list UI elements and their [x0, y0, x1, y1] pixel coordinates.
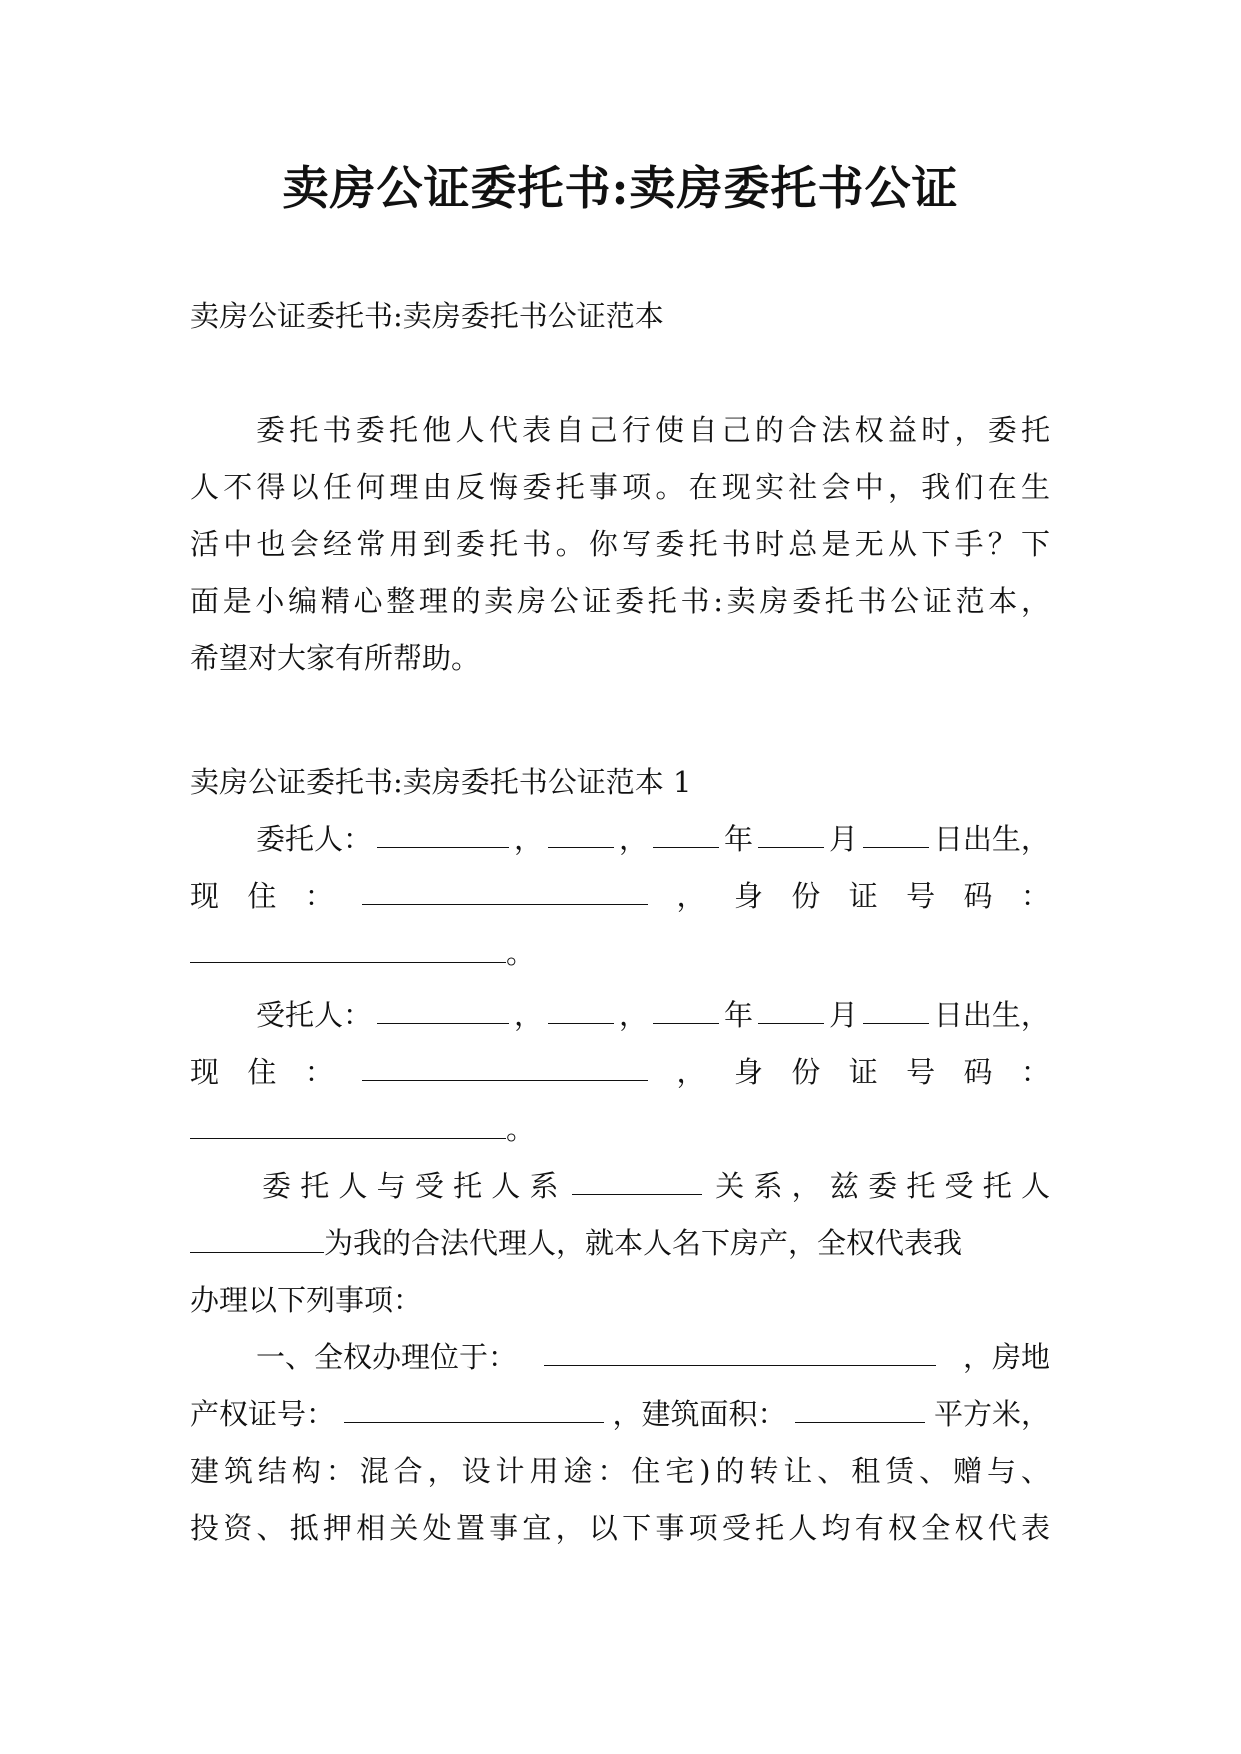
agent-year-blank — [653, 995, 719, 1024]
principal-address-blank — [362, 876, 648, 905]
principal-name-blank — [377, 819, 509, 848]
address-char: 住 — [247, 1055, 277, 1089]
id-char: 码 — [963, 879, 993, 913]
certificate-number-blank — [344, 1394, 604, 1423]
comma: ， — [513, 998, 543, 1032]
principal-line-2 — [190, 876, 1050, 916]
principal-gender-blank — [548, 819, 614, 848]
year-label: 年 — [723, 822, 753, 856]
id-char: 号 — [906, 1055, 936, 1089]
relation-line-3: 办理以下列事项： — [190, 1283, 423, 1317]
id-char: 码 — [963, 1055, 993, 1089]
document-title: 卖房公证委托书:卖房委托书公证 — [282, 161, 959, 215]
agent-id-blank — [190, 1110, 506, 1139]
principal-id-blank — [190, 934, 506, 963]
address-char: 住 — [247, 879, 277, 913]
principal-month-blank — [758, 819, 824, 848]
day-born-label: 日出生， — [933, 998, 1050, 1032]
day-born-label: 日出生， — [933, 822, 1050, 856]
floor-area-blank — [795, 1394, 925, 1423]
item1-text: 一、全权办理位于： — [256, 1340, 518, 1374]
relation-text: 关 系 ， 兹 委 托 受 托 人 — [715, 1169, 1050, 1203]
intro-line-2: 人不得以任何理由反悔委托事项。在现实社会中，我们在生 — [190, 470, 1050, 504]
item1-line-4: 投资、抵押相关处置事宜，以下事项受托人均有权全权代表 — [190, 1511, 1050, 1545]
intro-line-3: 活中也会经常用到委托书。你写委托书时总是无从下手？下 — [190, 527, 1050, 561]
id-char: 证 — [848, 1055, 878, 1089]
relation-line-1 — [262, 1166, 1050, 1206]
item1-text: 平方米， — [933, 1397, 1050, 1431]
relation-line-2 — [190, 1223, 1050, 1263]
comma: ， — [513, 822, 543, 856]
comma: ， — [676, 1055, 706, 1089]
intro-line-5: 希望对大家有所帮助。 — [190, 641, 481, 675]
address-char: 现 — [190, 879, 220, 913]
relation-text: 为我的合法代理人，就本人名下房产，全权代表我 — [324, 1226, 963, 1260]
month-label: 月 — [828, 822, 858, 856]
principal-label: 委托人： — [256, 822, 373, 856]
relation-blank — [572, 1166, 702, 1195]
item1-line-2 — [190, 1394, 1050, 1434]
item1-line-3: 建筑结构：混合，设计用途：住宅)的转让、租赁、赠与、 — [190, 1454, 1050, 1488]
item1-text: ，房地 — [962, 1340, 1050, 1374]
comma: ， — [618, 822, 648, 856]
comma: ， — [618, 998, 648, 1032]
principal-year-blank — [653, 819, 719, 848]
agent-label: 受托人： — [256, 998, 373, 1032]
address-char: ： — [304, 879, 334, 913]
id-char: 号 — [906, 879, 936, 913]
intro-line-1: 委托书委托他人代表自己行使自己的合法权益时，委托 — [256, 413, 1050, 447]
sample-heading: 卖房公证委托书:卖房委托书公证范本 1 — [190, 765, 692, 799]
year-label: 年 — [723, 998, 753, 1032]
agent-month-blank — [758, 995, 824, 1024]
principal-line-3 — [190, 933, 1050, 973]
month-label: 月 — [828, 998, 858, 1032]
comma: ， — [676, 879, 706, 913]
id-char: ： — [1020, 1055, 1050, 1089]
address-char: ： — [304, 1055, 334, 1089]
agent-line-3 — [190, 1109, 1050, 1149]
document-subtitle: 卖房公证委托书:卖房委托书公证范本 — [190, 299, 664, 333]
agent-line-1 — [256, 995, 1050, 1035]
id-char: 份 — [791, 1055, 821, 1089]
period: 。 — [506, 936, 536, 970]
period: 。 — [506, 1112, 536, 1146]
item1-line-1 — [256, 1337, 1050, 1377]
item1-text: ，建筑面积： — [612, 1397, 787, 1431]
id-char: ： — [1020, 879, 1050, 913]
agent-address-blank — [362, 1052, 648, 1081]
relation-text: 委 托 人 与 受 托 人 系 — [262, 1169, 559, 1203]
agent-day-blank — [863, 995, 929, 1024]
agent-name-blank — [377, 995, 509, 1024]
principal-line-1 — [256, 819, 1050, 859]
id-char: 份 — [791, 879, 821, 913]
id-char: 身 — [733, 1055, 763, 1089]
intro-line-4: 面是小编精心整理的卖房公证委托书:卖房委托书公证范本， — [190, 584, 1050, 618]
item1-text: 产权证号： — [190, 1397, 336, 1431]
property-location-blank — [544, 1337, 936, 1366]
principal-day-blank — [863, 819, 929, 848]
agent-gender-blank — [548, 995, 614, 1024]
id-char: 证 — [848, 879, 878, 913]
agent-name-blank — [190, 1224, 324, 1253]
id-char: 身 — [733, 879, 763, 913]
address-char: 现 — [190, 1055, 220, 1089]
agent-line-2 — [190, 1052, 1050, 1092]
